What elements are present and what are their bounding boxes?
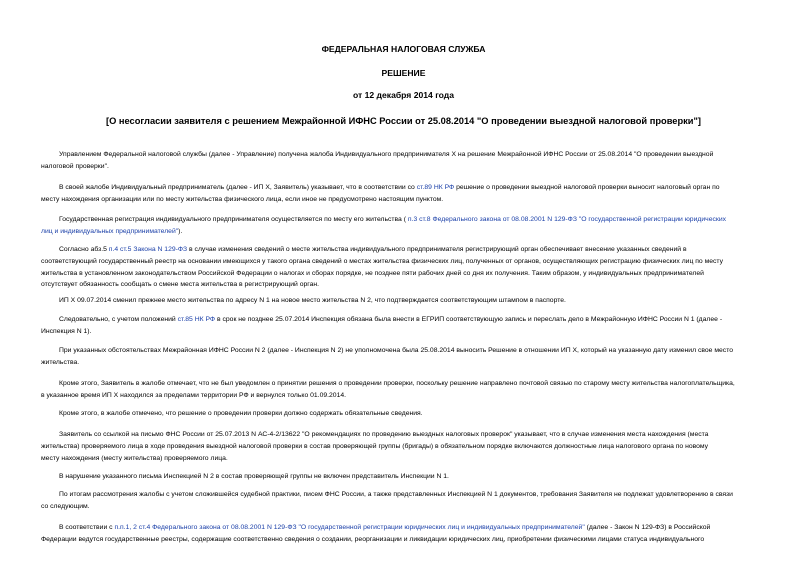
text-segment: в срок не позднее 25.07.2014 Инспекция обязана была внести в ЕГРИП соответствующую запись и переслать дело в Межрайонную ИФНС России N 1 (далее -: [215, 316, 723, 323]
paragraph: [41, 489, 769, 513]
text-segment: со следующим.: [41, 502, 90, 510]
text-segment: Заявитель со ссылкой на письмо ФНС России от 25.07.2013 N АС-4-2/13622 "О рекомендациях по проведению выездных налоговых проверок" указывает, что в случае изменения места нахождения (места: [59, 431, 709, 438]
text-segment: В соответствии с: [59, 524, 115, 531]
paragraph: [41, 182, 769, 206]
paragraph: [41, 345, 769, 369]
paragraph-line: [41, 256, 769, 268]
paragraph-line: [41, 268, 769, 280]
text-segment: отсутствует обязанность сообщать о смене места жительства в регистрирующий орган.: [41, 281, 320, 289]
text-segment: в случае изменения сведений о месте жительства индивидуального предпринимателя регистрирующий орган обеспечивает внесение указанных сведений в: [187, 246, 687, 253]
text-segment: жительства в установленном законодательством Российской Федерации о налогах и сборах порядке, не позднее пяти рабочих дней со дня их получения. Таким образом, у индивидуальных предпринимателей: [41, 269, 704, 277]
paragraph-line: [41, 429, 769, 441]
paragraph: [41, 214, 769, 238]
text-segment: В нарушение указанного письма Инспекцией N 2 в состав проверяющей группы не включен представитель Инспекции N 1.: [59, 473, 449, 480]
paragraph-line: [41, 378, 769, 390]
paragraph-line: [41, 244, 769, 256]
text-segment: При указанных обстоятельствах Межрайонная ИФНС России N 2 (далее - Инспекция N 2) не уполномочена была 25.08.2014 выносить Решение в отношении ИП Х, который на указанную дату изменил свое место: [59, 347, 734, 354]
text-segment: решение о проведении выездной налоговой проверки выносит налоговый орган по: [454, 184, 720, 191]
agency-heading: ФЕДЕРАЛЬНАЯ НАЛОГОВАЯ СЛУЖБА: [321, 44, 486, 54]
text-segment: Федерации ведутся государственные реестры, содержащие соответственно сведения о создании, реорганизации и ликвидации юридических лиц, приобретении физическими лицами статуса индивидуального: [41, 535, 705, 543]
paragraph-line: [41, 194, 769, 206]
text-segment: По итогам рассмотрения жалобы с учетом сложившейся судебной практики, писем ФНС России, а также представленных Инспекцией N 1 документов, требования Заявителя не подлежат удовлетворению в связи: [59, 491, 733, 498]
text-segment: месту нахождения (месту жительства) проверяемого лица.: [41, 454, 228, 462]
text-segment: Управлением Федеральной налоговой службы (далее - Управление) получена жалоба Индивидуального предпринимателя Х на решение Межрайонной ИФНС России от 25.08.2014 "О проведении выездной: [59, 151, 714, 158]
paragraph-line: [41, 390, 769, 402]
paragraph-line: [41, 489, 769, 501]
paragraph-line: [41, 345, 769, 357]
paragraph-line: [41, 149, 769, 161]
paragraph: [41, 295, 769, 307]
paragraph: [41, 244, 769, 291]
paragraph-line: [41, 501, 769, 513]
text-segment: налоговой проверки".: [41, 162, 109, 170]
text-segment: В своей жалобе Индивидуальный предприниматель (далее - ИП Х, Заявитель) указывает, что в соответствии со: [59, 184, 417, 191]
text-segment: в указанное время ИП Х находился за пределами территории РФ и вернулся только 01.09.2014.: [41, 391, 347, 399]
doc-type-heading: РЕШЕНИЕ: [381, 68, 426, 78]
paragraph: [41, 408, 769, 420]
paragraph-line: [41, 453, 769, 465]
text-segment: месту нахождения организации или по месту жительства физического лица, если иное не предусмотрено настоящим пунктом.: [41, 195, 444, 203]
paragraph-line: [41, 214, 769, 226]
paragraph-line: [41, 314, 769, 326]
legal-reference-link[interactable]: п.п.1, 2 ст.4 Федерального закона от 08.08.2001 N 129-ФЗ "О государственной регистрации юридических лиц и индивидуальных предпринимателей": [114, 524, 585, 531]
paragraph: [41, 522, 769, 546]
paragraph-line: [41, 441, 769, 453]
paragraph-line: [41, 471, 769, 483]
text-segment: жительства.: [41, 358, 80, 366]
paragraph: [41, 314, 769, 338]
text-segment: жительства) проверяемого лица в ходе проведения выездной налоговой проверки в состав проверяющей группы (бригады) в обязательном порядке включаются должностные лица налогового органа по новому: [41, 442, 709, 450]
paragraph-line: [41, 279, 769, 291]
paragraph-line: [41, 534, 769, 546]
text-segment: Согласно абз.5: [59, 246, 109, 253]
paragraph: [41, 149, 769, 173]
paragraph-line: [41, 161, 769, 173]
paragraph-line: [41, 326, 769, 338]
text-segment: соответствующий государственный реестр на основании имеющихся у такого органа сведений о местах жительства физических лиц, полученных от органов, осуществляющих регистрацию физических лиц по месту: [41, 257, 724, 265]
text-segment: ).: [178, 227, 183, 235]
paragraph-line: [41, 295, 769, 307]
text-segment: (далее - Закон N 129-ФЗ) в Российской: [584, 524, 711, 531]
legal-reference-link[interactable]: п.4 ст.5 Закона N 129-ФЗ: [108, 246, 188, 253]
legal-reference-link[interactable]: ст.85 НК РФ: [177, 316, 216, 323]
legal-reference-link[interactable]: лиц и индивидуальных предпринимателей": [41, 227, 179, 235]
paragraph: [41, 471, 769, 483]
paragraph: [41, 429, 769, 464]
paragraph: [41, 378, 769, 402]
paragraph-line: [41, 408, 769, 420]
text-segment: Государственная регистрация индивидуального предпринимателя осуществляется по месту его жительства (: [59, 216, 408, 223]
text-segment: Кроме этого, в жалобе отмечено, что решение о проведении проверки должно содержать обязательные сведения.: [59, 410, 423, 417]
legal-reference-link[interactable]: ст.89 НК РФ: [416, 184, 455, 191]
paragraph-line: [41, 226, 769, 238]
text-segment: Следовательно, с учетом положений: [59, 316, 178, 323]
paragraph-line: [41, 182, 769, 194]
doc-subject: [О несогласии заявителя с решением Межрайонной ИФНС России от 25.08.2014 "О проведении выездной налоговой проверки"]: [105, 116, 702, 126]
text-segment: Инспекция N 1).: [41, 327, 92, 335]
paragraph-line: [41, 357, 769, 369]
paragraph-line: [41, 522, 769, 534]
doc-date: от 12 декабря 2014 года: [352, 90, 455, 100]
legal-reference-link[interactable]: п.3 ст.8 Федерального закона от 08.08.2001 N 129-ФЗ "О государственной регистрации юридических: [407, 216, 727, 223]
text-segment: ИП Х 09.07.2014 сменил прежнее место жительства по адресу N 1 на новое место жительства N 2, что подтверждается соответствующим штампом в паспорте.: [59, 297, 566, 304]
text-segment: Кроме этого, Заявитель в жалобе отмечает, что не был уведомлен о принятии решения о проведении проверки, поскольку решение направлено почтовой связью по старому месту жительства налогоплательщика,: [59, 380, 735, 387]
